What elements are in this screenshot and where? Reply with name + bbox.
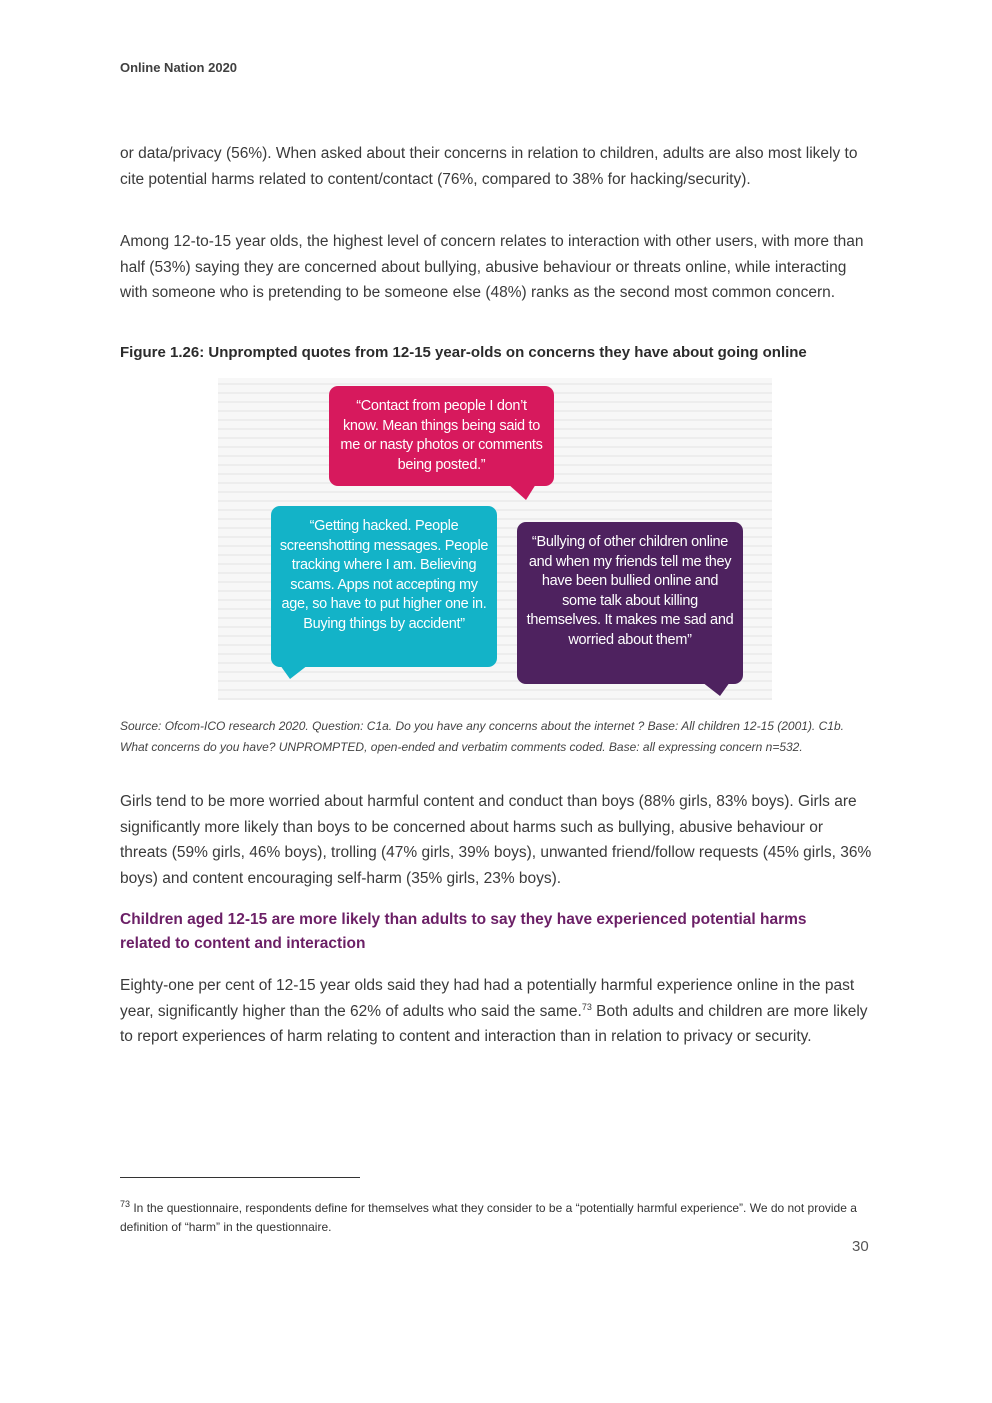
speech-tail-pink bbox=[508, 484, 536, 500]
quote-bubble-hacked bbox=[271, 506, 497, 667]
quote-text-bullying: “Bullying of other children online and when my friends tell me they have been bullied online and some talk about killing themselves. It makes me sad and worried about them” bbox=[526, 534, 734, 648]
quotes-figure bbox=[218, 378, 772, 700]
footnote bbox=[120, 1199, 880, 1236]
paragraph-harmful-experience-rest: Both adults and children are more likely to report experiences of harm relating to content and interaction than in relation to privacy or security. bbox=[120, 1002, 868, 1045]
footnote-number: 73 bbox=[120, 1199, 131, 1209]
quote-text-contact: “Contact from people I don’t know. Mean things being said to me or nasty photos or comments being posted.” bbox=[340, 398, 543, 473]
section-subheading: Children aged 12-15 are more likely than adults to say they have experienced potential harms related to content and interaction bbox=[120, 911, 807, 952]
quote-bubble-contact bbox=[329, 386, 554, 486]
page-number: 30 bbox=[852, 1238, 869, 1255]
running-header: Online Nation 2020 bbox=[120, 60, 238, 75]
figure-source-note: Source: Ofcom-ICO research 2020. Question: C1a. Do you have any concerns about the internet ? Base: All children 12-15 (2001). C1b. What concerns do you have? UNPROMPTED, open-ended and verbatim comments coded. Base: all expressing concern n=532. bbox=[120, 719, 844, 754]
quote-text-hacked: “Getting hacked. People screenshotting messages. People tracking where I am. Believing scams. Apps not accepting my age, so have to put higher one in. Buying things by accident” bbox=[279, 518, 489, 632]
paragraph-gender-differences: Girls tend to be more worried about harmful content and conduct than boys (88% girls, 83% boys). Girls are significantly more likely than boys to be concerned about harms such as bullying, abusive behaviour or threats (59% girls, 46% boys), trolling (47% girls, 39% boys), unwanted friend/follow requests (45% girls, 36% boys) and content encouraging self-harm (35% girls, 23% boys). bbox=[120, 793, 872, 887]
footnote-text: In the questionnaire, respondents define for themselves what they consider to be a “potentially harmful experience”. We do not provide a definition of “harm” in the questionnaire. bbox=[120, 1201, 857, 1234]
figure-caption: Figure 1.26: Unprompted quotes from 12-15 year-olds on concerns they have about going online bbox=[120, 344, 807, 361]
speech-tail-cyan bbox=[280, 665, 308, 679]
paragraph-data-privacy: or data/privacy (56%). When asked about their concerns in relation to children, adults are also most likely to cite potential harms related to content/contact (76%, compared to 38% for hacking/security). bbox=[120, 145, 858, 188]
speech-tail-purple bbox=[702, 682, 730, 696]
paragraph-12-15-concerns: Among 12-to-15 year olds, the highest level of concern relates to interaction with other users, with more than half (53%) saying they are concerned about bullying, abusive behaviour or threats online, while interacting with someone who is pretending to be someone else (48%) ranks as the second most common concern. bbox=[120, 233, 864, 301]
paragraph-harmful-experience bbox=[120, 973, 872, 1050]
footnote-divider bbox=[120, 1177, 360, 1178]
footnote-reference[interactable]: 73 bbox=[581, 1001, 592, 1012]
paragraph-harmful-experience-main: Eighty-one per cent of 12-15 year olds said they had had a potentially harmful experience online in the past year, significantly higher than the 62% of adults who said the same. bbox=[120, 977, 855, 1020]
quote-bubble-bullying bbox=[517, 522, 743, 684]
